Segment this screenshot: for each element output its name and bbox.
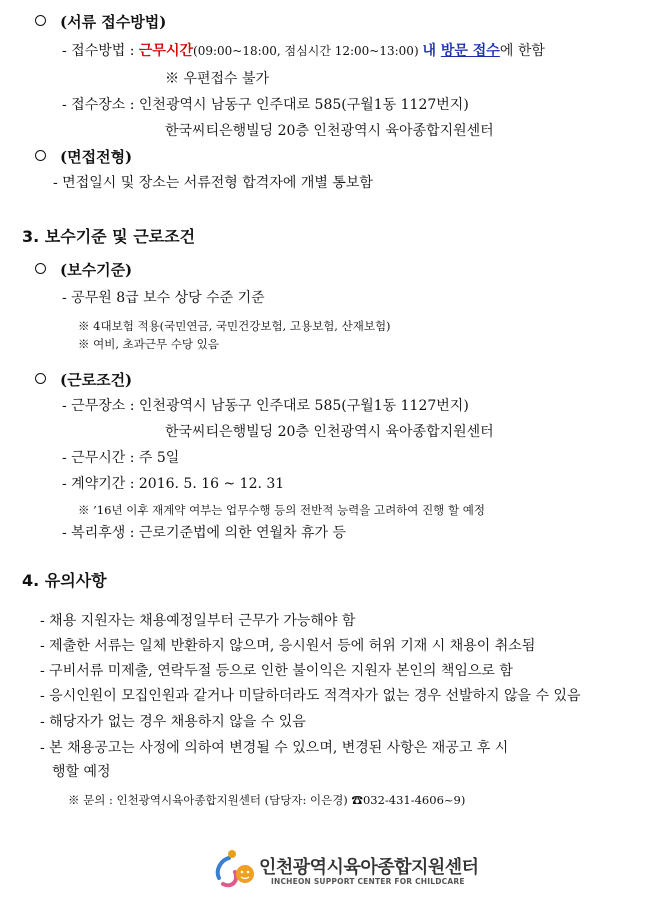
notice-item: - 채용 지원자는 채용예정일부터 근무가 가능해야 함 [40,613,356,629]
pay-heading: (보수기준) [35,261,132,279]
submission-place-line: - 접수장소 : 인천광역시 남동구 인주대로 585(구월1동 1127번지) [62,97,469,113]
submission-method-heading: (서류 접수방법) [35,13,166,31]
submission-method-line: - 접수방법 : 근무시간(09:00~18:00, 점심시간 12:00~13:00) 내 방문 접수에 한함 [62,43,545,59]
notice-item-continuation: 행할 예정 [52,764,111,780]
interview-heading: (면접전형) [35,148,132,166]
notice-item: - 응시인원이 모집인원과 같거나 미달하더라도 적격자가 없는 경우 선발하지 않을 수 있음 [40,688,581,704]
recontract-note: ※ ’16년 이후 재계약 여부는 업무수행 등의 전반적 능력을 고려하여 진행 할 예정 [78,503,485,517]
center-logo-name: 인천광역시육아종합지원센터 [259,857,479,878]
notice-item: - 구비서류 미제출, 연락두절 등으로 인한 불이익은 지원자 본인의 책임으로 함 [40,663,513,679]
work-place-line: - 근무장소 : 인천광역시 남동구 인주대로 585(구월1동 1127번지) [62,398,469,414]
no-mail-note: ※ 우편접수 불가 [165,71,270,87]
circle-bullet-icon [35,373,46,384]
pay-line: - 공무원 8급 보수 상당 수준 기준 [62,290,265,306]
section4-title: 4. 유의사항 [22,571,107,590]
center-logo-subtitle: INCHEON SUPPORT CENTER FOR CHILDCARE [271,877,465,886]
submission-place-line2: 한국씨티은행빌딩 20층 인천광역시 육아종합지원센터 [165,123,494,139]
work-place-line2: 한국씨티은행빌딩 20층 인천광역시 육아종합지원센터 [165,424,494,440]
center-logo [213,848,479,896]
contract-period-line: - 계약기간 : 2016. 5. 16 ~ 12. 31 [62,476,285,492]
contact-line: ※ 문의 : 인천광역시육아종합지원센터 (담당자: 이은경) ☎032-431-4606~9) [68,793,466,807]
center-logo-icon [213,848,257,892]
notice-item: - 제출한 서류는 일체 반환하지 않으며, 응시원서 등에 허위 기재 시 채용이 취소됨 [40,638,536,654]
circle-bullet-icon [35,263,46,274]
circle-bullet-icon [35,15,46,26]
welfare-line: - 복리후생 : 근로기준법에 의한 연월차 휴가 등 [62,525,347,541]
work-heading: (근로조건) [35,371,132,389]
notice-item: - 본 채용공고는 사정에 의하여 변경될 수 있으며, 변경된 사항은 재공고 후 시 [40,740,509,756]
section3-title: 3. 보수기준 및 근로조건 [22,227,196,246]
circle-bullet-icon [35,150,46,161]
interview-line: - 면접일시 및 장소는 서류전형 합격자에 개별 통보함 [53,175,373,191]
insurance-note: ※ 4대보험 적용(국민연금, 국민건강보험, 고용보험, 산재보험) [78,319,391,333]
work-time-line: - 근무시간 : 주 5일 [62,450,180,466]
notice-item: - 해당자가 없는 경우 채용하지 않을 수 있음 [40,714,306,730]
allowance-note: ※ 여비, 초과근무 수당 있음 [78,337,219,351]
